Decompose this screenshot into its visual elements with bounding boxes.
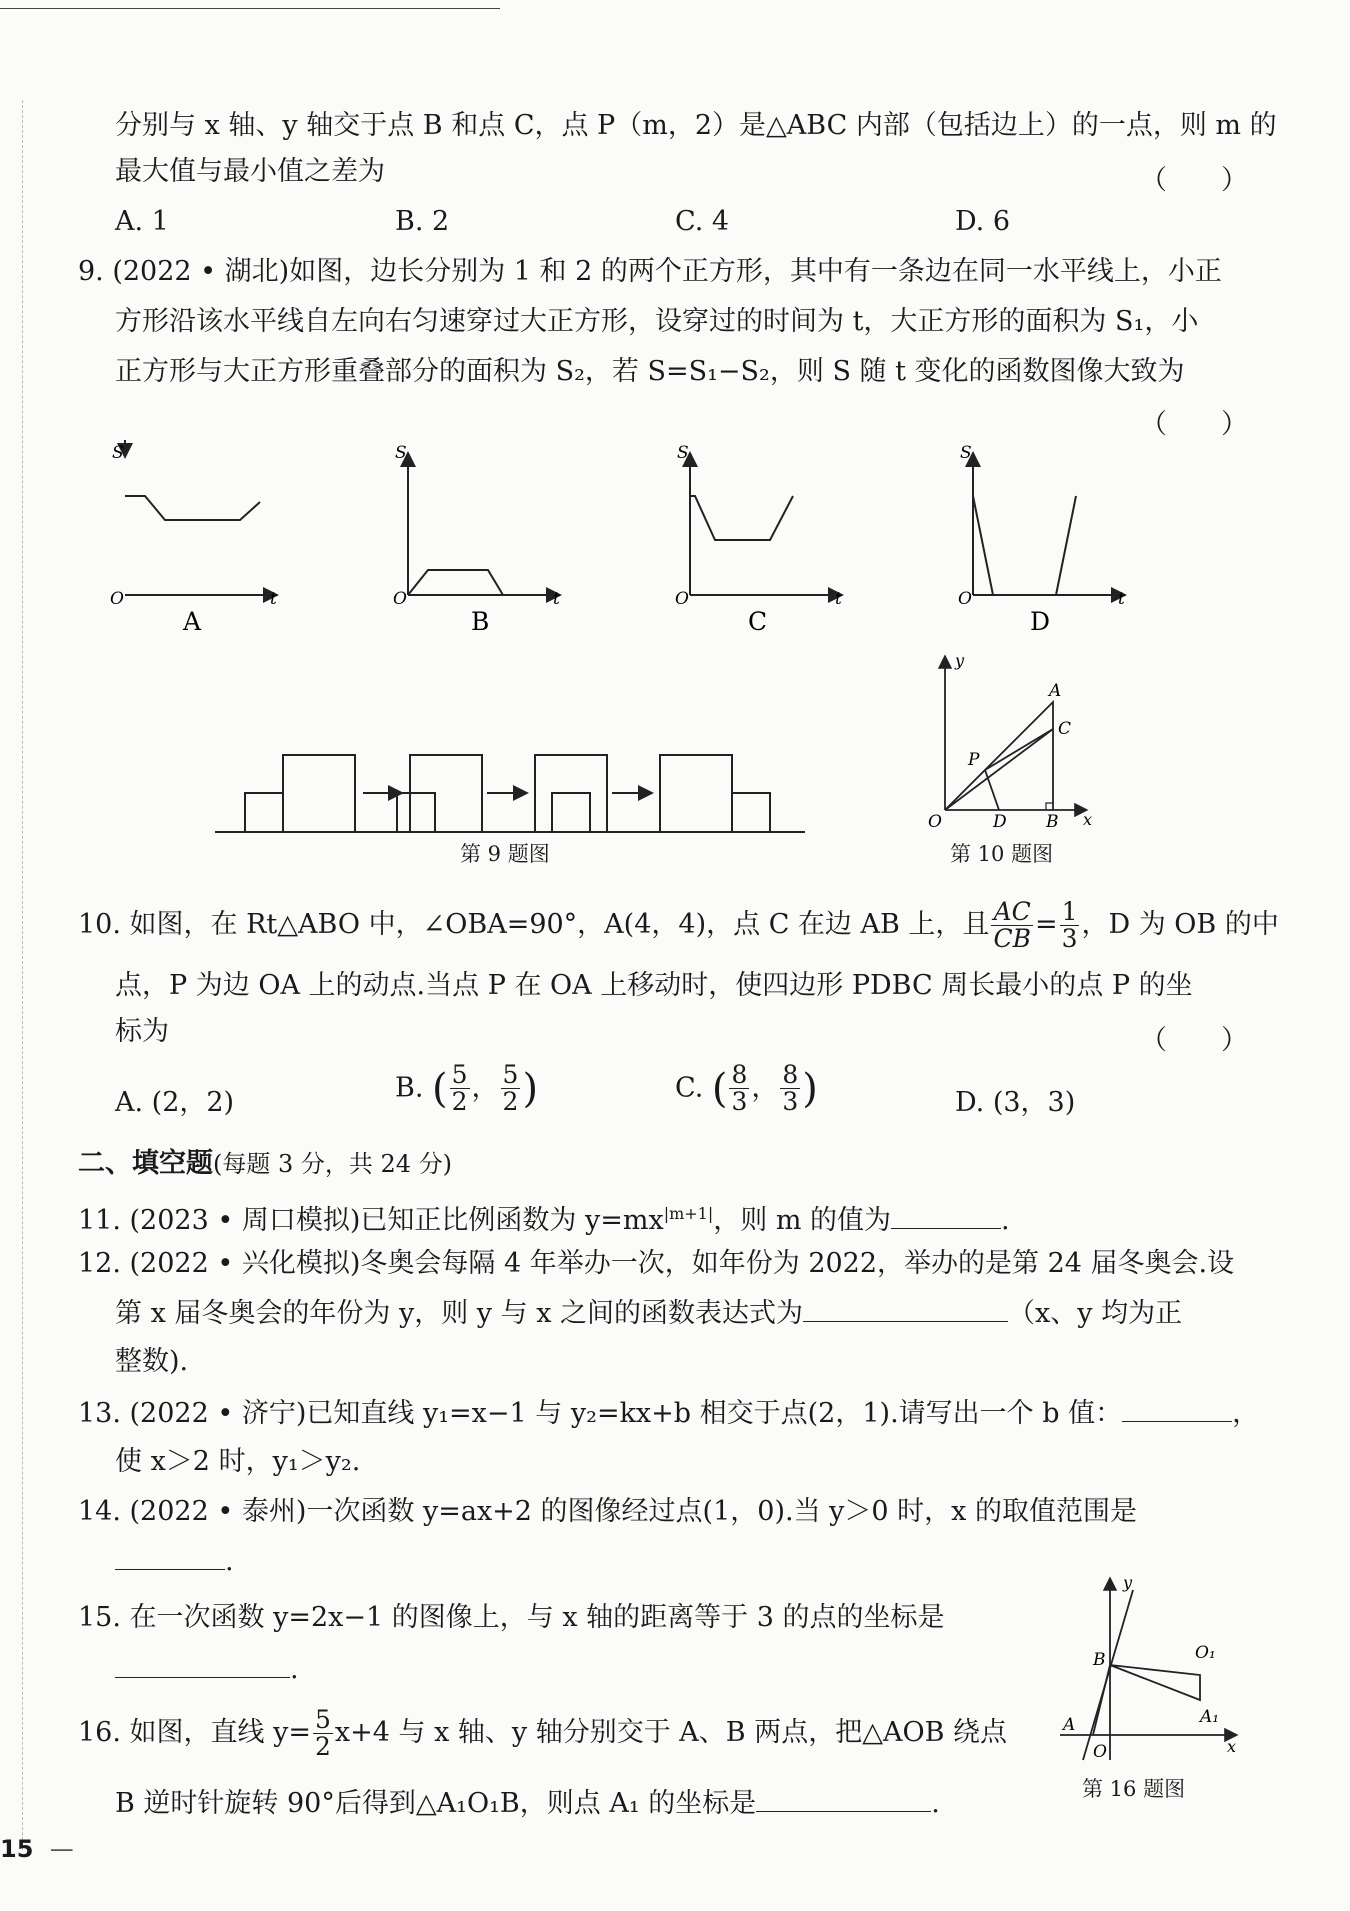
top-rule [0,8,500,9]
q9-graph-b [393,443,560,636]
q9-graph-b-t: t [553,589,560,609]
q13-answer-blank[interactable] [1122,1397,1232,1422]
q10-frac-1: 1 [1061,896,1078,926]
q9-graph-a [110,440,277,636]
page-number-value: 15 [0,1835,34,1863]
q9-graph-a-t: t [270,589,277,609]
q10-line1-b: ，D 为 OB 的中 [1081,909,1279,940]
q13-line1-b: ， [1232,1398,1260,1429]
q9-line1: 9. (2022 • 湖北)如图，边长分别为 1 和 2 的两个正方形，其中有一条边在同一水平线上，小正 [78,256,1222,287]
q16-line1-b: x+4 与 x 轴、y 轴分别交于 A、B 两点，把△AOB 绕点 [334,1717,1008,1748]
q10-line1 [78,890,1279,960]
q9-graph-d-o: O [958,589,972,609]
q16-slope-fraction [313,1704,333,1761]
q10-option-d: D. (3，3) [955,1087,1076,1118]
q9-graph-b-s: S [395,443,407,463]
q10-frac-3: 3 [1061,924,1078,953]
q8-answer-paren: （ ） [1140,165,1248,196]
q10-answer-paren: （ ） [1140,1025,1248,1056]
q16-end: . [931,1788,940,1819]
q10-option-b-frac2 [501,1062,521,1116]
q16-answer-blank[interactable] [756,1787,931,1812]
q8-option-c: C. 4 [675,206,730,237]
q16-fig-o1: O₁ [1195,1643,1216,1663]
q9-graphs [100,440,1160,650]
page-number-dash: — [49,1835,74,1863]
q15-answer-blank[interactable] [115,1653,290,1678]
q10-option-b-num1: 5 [451,1060,468,1089]
q9-answer-paren: （ ） [1140,409,1248,440]
q10-option-b-den2: 2 [502,1087,519,1117]
q10-line1-a: 10. 如图，在 Rt△ABO 中，∠OBA=90°，A(4，4)，点 C 在边 AB 上，且 [78,909,990,940]
q12-line2-a: 第 x 届冬奥会的年份为 y，则 y 与 x 之间的函数表达式为 [115,1298,804,1329]
q10-figure [920,650,1100,830]
q10-fig-p: P [968,750,980,770]
q10-line3: 标为 [115,1016,169,1047]
q16-line2-text: B 逆时针旋转 90°后得到△A₁O₁B，则点 A₁ 的坐标是 [115,1788,757,1819]
q10-figure-caption: 第 10 题图 [950,842,1054,866]
q16-line2 [115,1778,940,1830]
q11-text-a: 11. (2023 • 周口模拟)已知正比例函数为 y=mx [78,1205,664,1236]
q10-option-c-frac2 [780,1062,800,1116]
q9-line2: 方形沿该水平线自左向右匀速穿过大正方形，设穿过的时间为 t，大正方形的面积为 S₁，小 [115,306,1199,337]
q11-end: . [1001,1205,1010,1236]
q8-option-d: D. 6 [955,206,1011,237]
q16-figure-caption: 第 16 题图 [1082,1777,1186,1801]
q10-option-c-rparen: ) [802,1065,818,1112]
q9-graph-d-s: S [960,443,972,463]
q8-line1: 分别与 x 轴、y 轴交于点 B 和点 C，点 P（m，2）是△ABC 内部（包括边上）的一点，则 m 的 [115,110,1277,141]
q10-ratio-ac-cb [991,896,1033,953]
q10-option-c-lparen: ( [711,1065,728,1112]
q13-line1 [78,1388,1259,1440]
section2-heading [78,1138,452,1190]
q10-option-b-comma: ， [471,1072,499,1104]
q9-graph-c-label: C [748,607,768,636]
q13-line1-a: 13. (2022 • 济宁)已知直线 y₁=x−1 与 y₂=kx+b 相交于点(2，1).请写出一个 b 值： [78,1398,1123,1429]
q10-line2: 点，P 为边 OA 上的动点.当点 P 在 OA 上移动时，使四边形 PDBC 周长最小的点 P 的坐 [115,970,1193,1001]
q10-option-b-frac1 [450,1062,470,1116]
q10-option-c-frac1 [729,1062,749,1116]
q10-option-c [675,1062,818,1116]
q10-fig-c: C [1058,719,1072,739]
q8-option-a: A. 1 [115,206,169,237]
q10-fig-o: O [928,812,942,830]
q10-fig-y: y [955,651,965,670]
q15-end: . [290,1654,299,1685]
q16-fig-a: A [1063,1715,1076,1735]
q9-graph-c [675,443,842,636]
q12-answer-blank[interactable] [803,1297,1008,1322]
q9-graph-a-label: A [183,607,202,636]
q14-answer-blank[interactable] [115,1545,225,1570]
q9-graph-a-s: S [112,443,124,463]
q10-eq: = [1034,909,1058,940]
q16-fig-x: x [1227,1737,1237,1756]
q10-ratio-one-third [1060,896,1080,953]
q9-graph-b-o: O [393,589,407,609]
q10-option-b-label: B. [395,1072,424,1104]
q14-line2 [115,1536,234,1588]
q10-fig-x: x [1083,810,1093,829]
q10-option-b [395,1062,538,1116]
q10-option-b-num2: 5 [502,1060,519,1089]
q10-frac-ac: AC [991,899,1033,926]
margin-dashes [22,100,23,1850]
q9-graph-c-o: O [675,589,689,609]
q15-line2 [115,1644,299,1696]
q16-frac-num: 5 [314,1704,331,1734]
q10-fig-a: A [1049,681,1062,701]
q9-graph-b-label: B [471,607,490,636]
q10-option-b-rparen: ) [522,1065,539,1112]
q9-graph-d-t: t [1118,589,1125,609]
q13-line2: 使 x＞2 时，y₁＞y₂. [115,1446,361,1477]
q9-graph-c-s: S [677,443,689,463]
q16-fig-y: y [1123,1573,1133,1592]
q9-line3: 正方形与大正方形重叠部分的面积为 S₂，若 S=S₁−S₂，则 S 随 t 变化的函数图像大致为 [115,356,1185,387]
q10-option-c-num2: 8 [782,1060,799,1089]
q12-line2 [115,1288,1182,1340]
q10-option-b-den1: 2 [451,1087,468,1117]
q10-option-c-den1: 3 [731,1087,748,1117]
q16-line1 [78,1698,1007,1768]
q16-fig-o: O [1093,1742,1107,1762]
q11-exponent: |m+1| [663,1204,714,1223]
page-number [0,1835,74,1863]
q9-graph-c-t: t [835,589,842,609]
q10-option-b-lparen: ( [432,1065,448,1112]
q11-answer-blank[interactable] [891,1204,1001,1229]
q16-frac-den: 2 [314,1732,331,1761]
q10-frac-cb: CB [993,924,1031,953]
q12-line3: 整数). [115,1346,189,1377]
q10-fig-b: B [1046,812,1059,830]
q9-graph-d [958,443,1125,636]
q16-line1-a: 16. 如图，直线 y= [78,1717,311,1748]
q12-line2-b: （x、y 均为正 [1008,1298,1183,1329]
q10-option-c-den2: 3 [782,1087,799,1117]
q10-option-c-label: C. [675,1072,704,1104]
q11-text-b: ，则 m 的值为 [713,1205,892,1236]
q15-line1: 15. 在一次函数 y=2x−1 的图像上，与 x 轴的距离等于 3 的点的坐标是 [78,1602,945,1633]
q10-fig-d: D [993,812,1007,830]
q12-line1: 12. (2022 • 兴化模拟)冬奥会每隔 4 年举办一次，如年份为 2022，举办的是第 24 届冬奥会.设 [78,1248,1235,1279]
section2-title: 二、填空题 [78,1148,213,1179]
section2-note: (每题 3 分，共 24 分) [213,1150,453,1178]
q14-line1: 14. (2022 • 泰州)一次函数 y=ax+2 的图像经过点(1，0).当 y＞0 时，x 的取值范围是 [78,1496,1137,1527]
q8-option-b: B. 2 [395,206,450,237]
q16-fig-b: B [1093,1650,1106,1670]
q14-end: . [225,1546,234,1577]
q10-option-c-num1: 8 [731,1060,748,1089]
q16-figure [1055,1570,1245,1770]
q10-option-c-comma: ， [751,1072,779,1104]
q9-graph-d-label: D [1030,607,1051,636]
q9-graph-a-o: O [110,589,124,609]
q8-line2: 最大值与最小值之差为 [115,156,385,187]
q16-fig-a1: A₁ [1200,1707,1220,1727]
q9-figure-caption: 第 9 题图 [460,842,550,866]
q10-option-a: A. (2，2) [115,1087,235,1118]
